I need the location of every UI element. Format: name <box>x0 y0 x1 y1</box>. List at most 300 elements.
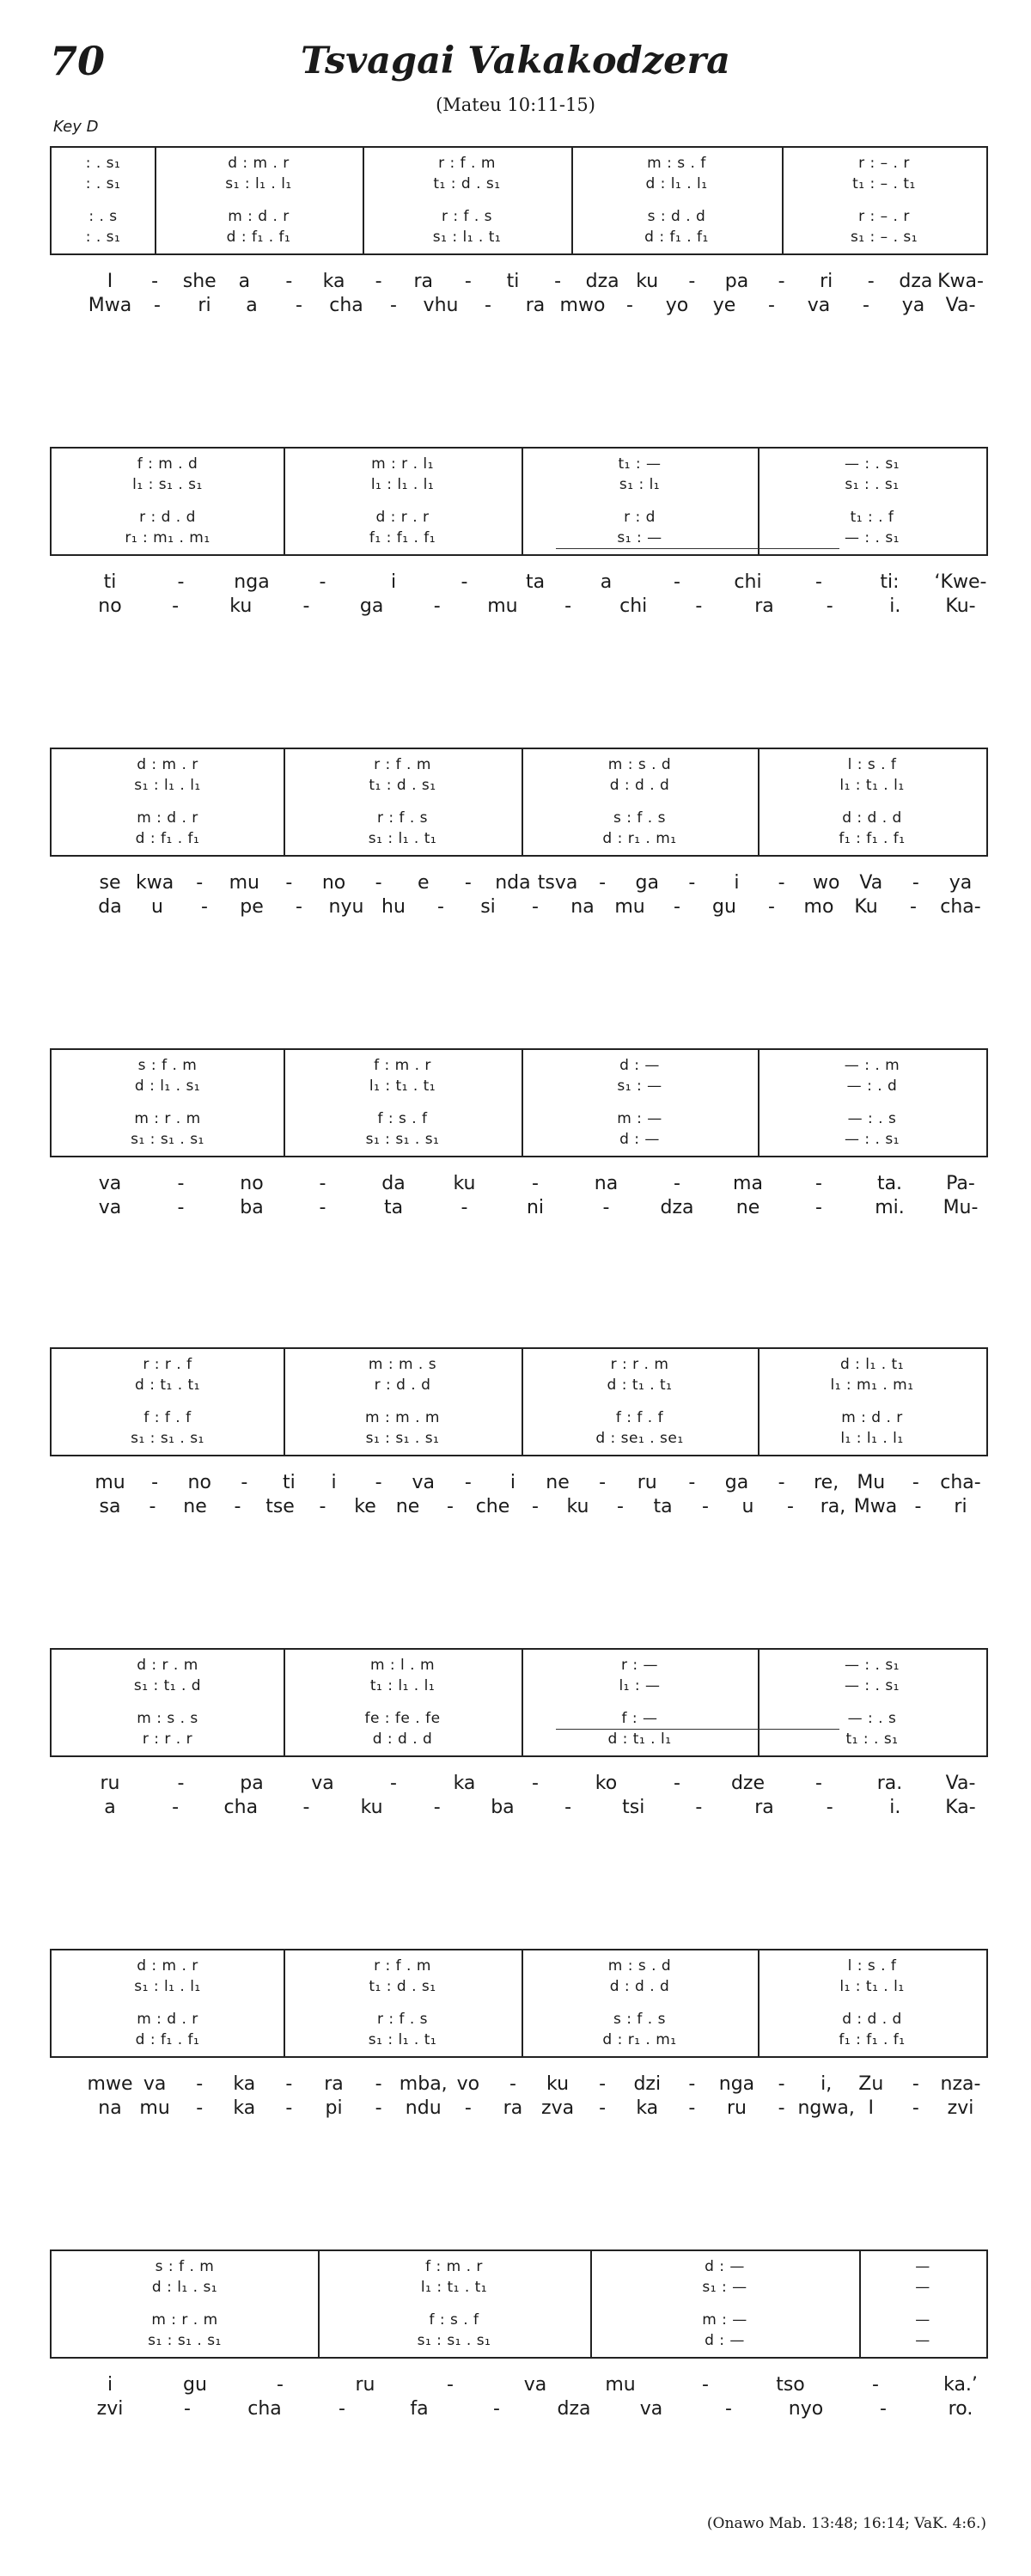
lyric-syllable: che <box>475 1496 510 1517</box>
lyric-syllable: dza <box>585 271 619 292</box>
lyric-syllable: ne <box>546 1472 570 1493</box>
solfa-notes: — : . d <box>846 1077 898 1095</box>
syllable-hyphen: - <box>375 2073 382 2095</box>
solfa-notes: l₁ : t₁ . t₁ <box>420 2279 488 2296</box>
solfa-notes: — : . s₁ <box>844 1131 900 1148</box>
syllable-hyphen: - <box>375 2097 382 2119</box>
solfa-notes: d : f₁ . f₁ <box>135 2031 200 2048</box>
lyric-syllable: ra, <box>820 1496 846 1517</box>
solfa-notes: s : f . m <box>155 2258 215 2275</box>
lyric-syllable: ru <box>637 1472 657 1493</box>
solfa-notes: d : d . d <box>372 1731 433 1748</box>
lyric-syllable: ro. <box>948 2398 973 2420</box>
lyric-line-1 <box>50 2374 988 2400</box>
lyric-syllable: Kwa- <box>937 271 984 292</box>
lyric-syllable: i. <box>889 1797 901 1818</box>
lyric-syllable: ti <box>103 571 117 593</box>
lyric-syllable: va <box>311 1773 334 1794</box>
solfa-notes: l₁ : t₁ . l₁ <box>839 777 905 794</box>
solfa-notes: l₁ : t₁ . t₁ <box>369 1077 436 1095</box>
solfa-notes: — <box>915 2311 930 2329</box>
solfa-notes: fe : fe . fe <box>364 1710 441 1727</box>
lyric-syllable: nyu <box>328 896 364 918</box>
lyric-syllable: a <box>246 295 258 316</box>
solfa-notes: m : m . s <box>368 1356 437 1373</box>
lyric-syllable: no <box>321 872 346 894</box>
solfa-notes: s₁ : s₁ . s₁ <box>148 2332 222 2349</box>
lyric-line-2 <box>50 595 988 621</box>
lyric-syllable: ku <box>636 271 659 292</box>
lyric-syllable: gu <box>183 2374 207 2396</box>
solfa-notes: — : . s₁ <box>844 529 900 546</box>
solfa-notes: d : l₁ . t₁ <box>839 1356 905 1373</box>
barline <box>522 749 523 855</box>
syllable-hyphen: - <box>702 2374 709 2396</box>
solfa-notes: s₁ : s₁ . s₁ <box>417 2332 491 2349</box>
syllable-hyphen: - <box>815 1773 822 1794</box>
lyric-syllable: zvi <box>96 2398 124 2420</box>
solfa-notes: s₁ : l₁ . t₁ <box>368 830 437 847</box>
lyric-syllable: ra. <box>876 1773 903 1794</box>
lyric-syllable: Mwa <box>88 295 132 316</box>
solfa-notes: r : – . r <box>858 155 910 172</box>
syllable-hyphen: - <box>815 1173 822 1194</box>
lyric-syllable: ti <box>283 1472 296 1493</box>
lyric-syllable: i <box>734 872 740 894</box>
solfa-notes: f₁ : f₁ . f₁ <box>369 529 436 546</box>
lyric-syllable: vhu <box>423 295 459 316</box>
solfa-notes: d : m . r <box>137 756 198 773</box>
lyric-syllable: ka <box>636 2097 659 2119</box>
lyric-syllable: ri <box>820 271 833 292</box>
solfa-notes: r : r . r <box>142 1731 193 1748</box>
syllable-hyphen: - <box>815 571 822 593</box>
key-signature: Key D <box>53 118 99 136</box>
lyric-syllable: cha <box>329 295 363 316</box>
syllable-hyphen: - <box>778 872 785 894</box>
solfa-notes: m : — <box>617 1110 662 1127</box>
syllable-hyphen: - <box>532 1173 539 1194</box>
solfa-notes: s₁ : t₁ . d <box>133 1677 202 1694</box>
lyric-syllable: Ka- <box>945 1797 976 1818</box>
solfa-notes: d : l₁ . s₁ <box>134 1077 201 1095</box>
lyric-syllable: Mu- <box>943 1197 979 1218</box>
lyric-syllable: ta <box>383 1197 404 1218</box>
lyric-syllable: ri <box>198 295 211 316</box>
barline <box>758 449 760 554</box>
solfa-notes: s₁ : l₁ . t₁ <box>368 2031 437 2048</box>
barline <box>522 1650 523 1755</box>
lyric-syllable: Mu <box>857 1472 886 1493</box>
lyric-line-2 <box>50 1197 988 1223</box>
lyric-syllable: Ku <box>854 896 878 918</box>
solfa-notes: d : f₁ . f₁ <box>644 229 709 246</box>
lyric-syllable: mu <box>487 595 518 617</box>
solfa-notes: l₁ : l₁ . l₁ <box>840 1430 904 1447</box>
barline <box>284 1349 285 1455</box>
lyric-syllable: zvi <box>947 2097 974 2119</box>
solfa-notes: f : m . r <box>374 1057 431 1074</box>
solfa-notes: l₁ : — <box>619 1677 661 1694</box>
solfa-notes: d : t₁ . t₁ <box>135 1377 200 1394</box>
solfa-notes: f : f . f <box>143 1409 192 1426</box>
lyric-syllable: ke <box>354 1496 376 1517</box>
lyric-syllable: da <box>381 1173 406 1194</box>
barline <box>571 148 573 253</box>
lyric-syllable: a <box>238 271 251 292</box>
solfa-notes: d : f₁ . f₁ <box>135 830 200 847</box>
barline <box>522 449 523 554</box>
solfa-notes: f₁ : f₁ . f₁ <box>839 830 906 847</box>
lyric-syllable: ra <box>754 595 774 617</box>
lyric-syllable: mi. <box>875 1197 905 1218</box>
syllable-hyphen: - <box>464 872 472 894</box>
solfa-notes: r : f . m <box>374 756 431 773</box>
lyric-syllable: dzi <box>633 2073 662 2095</box>
lyric-syllable: pe <box>240 896 264 918</box>
solfa-notes: — : . s <box>847 1110 897 1127</box>
syllable-hyphen: - <box>464 2097 472 2119</box>
solfa-notes: r₁ : m₁ . m₁ <box>125 529 210 546</box>
lyric-syllable: ku <box>229 595 253 617</box>
solfa-notes: r : d . d <box>374 1377 431 1394</box>
syllable-hyphen: - <box>688 1472 696 1493</box>
syllable-hyphen: - <box>277 2374 284 2396</box>
lyric-syllable: I <box>868 2097 875 2119</box>
system-7 <box>50 1949 988 2275</box>
syllable-hyphen: - <box>912 872 919 894</box>
lyric-syllable: she <box>182 271 217 292</box>
syllable-hyphen: - <box>447 1496 454 1517</box>
lyric-line-1 <box>50 1773 988 1798</box>
syllable-hyphen: - <box>196 2073 204 2095</box>
cross-reference-footnote: (Onawo Mab. 13:48; 16:14; VaK. 4:6.) <box>706 2515 986 2532</box>
syllable-hyphen: - <box>815 1197 822 1218</box>
lyric-syllable: a <box>600 571 613 593</box>
syllable-hyphen: - <box>617 1496 624 1517</box>
scripture-reference: (Mateu 10:11-15) <box>436 95 595 115</box>
lyric-syllable: fa <box>410 2398 429 2420</box>
syllable-hyphen: - <box>532 1773 539 1794</box>
solfa-notes: d : l₁ . s₁ <box>151 2279 218 2296</box>
lyric-syllable: ra <box>503 2097 523 2119</box>
syllable-hyphen: - <box>302 1797 310 1818</box>
lyric-syllable: ga <box>635 872 659 894</box>
lyric-syllable: i <box>390 571 397 593</box>
lyric-syllable: re, <box>814 1472 839 1493</box>
solfa-notes: m : s . d <box>607 756 672 773</box>
lyric-syllable: va <box>98 1173 122 1194</box>
solfa-notes: r : r . f <box>143 1356 192 1373</box>
solfa-notes: f : m . d <box>137 455 198 473</box>
solfa-notes: s : d . d <box>647 208 706 225</box>
lyric-line-2 <box>50 1496 988 1522</box>
solfa-notes: s : f . s <box>613 809 666 827</box>
syllable-hyphen: - <box>599 2073 607 2095</box>
syllable-hyphen: - <box>914 1496 922 1517</box>
lyric-syllable: Ku- <box>945 595 976 617</box>
lyric-syllable: i <box>509 1472 516 1493</box>
lyric-syllable: i, <box>821 2073 833 2095</box>
solfa-notes: r : r . m <box>610 1356 669 1373</box>
lyric-syllable: ku <box>360 1797 383 1818</box>
lyric-syllable: ti <box>506 271 520 292</box>
solfa-notes: d : l₁ . l₁ <box>645 175 708 192</box>
lyric-syllable: ku <box>453 1173 476 1194</box>
lyric-syllable: hu <box>381 896 406 918</box>
lyric-line-2 <box>50 2097 988 2123</box>
syllable-hyphen: - <box>688 271 696 292</box>
lyric-syllable: ngwa, <box>797 2097 855 2119</box>
lyric-syllable: Mwa <box>853 1496 898 1517</box>
barline <box>522 1050 523 1156</box>
syllable-hyphen: - <box>375 872 382 894</box>
lyric-syllable: ka <box>453 1773 476 1794</box>
lyric-syllable: tse <box>265 1496 295 1517</box>
syllable-hyphen: - <box>599 1472 607 1493</box>
syllable-hyphen: - <box>302 595 310 617</box>
lyric-syllable: mo <box>803 896 834 918</box>
lyric-syllable: chi <box>734 571 762 593</box>
solfa-staff <box>50 1648 988 1757</box>
lyric-syllable: ra <box>525 295 546 316</box>
syllable-hyphen: - <box>177 1773 185 1794</box>
syllable-hyphen: - <box>461 1197 468 1218</box>
lyric-syllable: ye <box>712 295 736 316</box>
lyric-syllable: tsi <box>622 1797 645 1818</box>
syllable-hyphen: - <box>241 1472 248 1493</box>
syllable-hyphen: - <box>695 1797 703 1818</box>
lyric-line-2 <box>50 295 988 320</box>
syllable-hyphen: - <box>433 1797 441 1818</box>
solfa-notes: d : r . r <box>375 509 430 526</box>
system-6 <box>50 1648 988 1975</box>
syllable-hyphen: - <box>826 1797 833 1818</box>
solfa-notes: t₁ : – . t₁ <box>852 175 916 192</box>
solfa-notes: — <box>915 2258 930 2275</box>
solfa-notes: m : — <box>702 2311 747 2329</box>
lyric-syllable: e <box>417 872 430 894</box>
solfa-notes: r : f . s <box>376 2011 429 2028</box>
lyric-syllable: i <box>107 2374 113 2396</box>
lyric-line-2 <box>50 1797 988 1822</box>
lyric-syllable: mu <box>605 2374 636 2396</box>
syllable-hyphen: - <box>375 271 382 292</box>
lyric-syllable: chi <box>619 595 648 617</box>
lyric-syllable: ne <box>395 1496 420 1517</box>
solfa-notes: d : r . m <box>137 1657 198 1674</box>
solfa-notes: r : f . s <box>376 809 429 827</box>
tie-line <box>556 548 839 549</box>
lyric-syllable: vo <box>456 2073 480 2095</box>
solfa-notes: s₁ : — <box>617 1077 662 1095</box>
syllable-hyphen: - <box>599 872 607 894</box>
lyric-syllable: wo <box>812 872 840 894</box>
barline <box>318 2251 320 2357</box>
solfa-notes: f : s . f <box>429 2311 479 2329</box>
lyric-syllable: mu <box>95 1472 125 1493</box>
solfa-notes: : . s <box>88 208 118 225</box>
lyric-syllable: ru <box>726 2097 747 2119</box>
solfa-notes: t₁ : d . s₁ <box>433 175 501 192</box>
solfa-notes: f₁ : f₁ . f₁ <box>839 2031 906 2048</box>
lyric-line-2 <box>50 2398 988 2424</box>
barline <box>522 1349 523 1455</box>
lyric-syllable: ne <box>183 1496 207 1517</box>
solfa-notes: l₁ : l₁ . l₁ <box>370 476 435 493</box>
system-4 <box>50 1048 988 1375</box>
syllable-hyphen: - <box>201 896 208 918</box>
syllable-hyphen: - <box>910 896 917 918</box>
song-title: Tsvagai Vakakodzera <box>300 40 731 82</box>
syllable-hyphen: - <box>872 2374 879 2396</box>
syllable-hyphen: - <box>509 2073 516 2095</box>
syllable-hyphen: - <box>464 271 472 292</box>
lyric-syllable: ko <box>595 1773 618 1794</box>
lyric-line-2 <box>50 896 988 922</box>
lyric-syllable: ka <box>322 271 345 292</box>
solfa-notes: r : f . s <box>441 208 493 225</box>
solfa-notes: : . s₁ <box>85 229 121 246</box>
solfa-notes: d : — <box>619 1057 660 1074</box>
syllable-hyphen: - <box>688 2073 696 2095</box>
lyric-syllable: ne <box>735 1197 760 1218</box>
lyric-syllable: no <box>187 1472 211 1493</box>
syllable-hyphen: - <box>493 2398 500 2420</box>
lyric-syllable: pi <box>325 2097 343 2119</box>
syllable-hyphen: - <box>319 1197 326 1218</box>
syllable-hyphen: - <box>285 872 293 894</box>
solfa-notes: d : — <box>619 1131 660 1148</box>
syllable-hyphen: - <box>768 896 775 918</box>
syllable-hyphen: - <box>912 2073 919 2095</box>
lyric-syllable: cha <box>223 1797 259 1818</box>
lyric-syllable: ku <box>546 2073 570 2095</box>
lyric-syllable: va <box>98 1197 122 1218</box>
solfa-notes: t₁ : l₁ . l₁ <box>369 1677 436 1694</box>
syllable-hyphen: - <box>437 896 444 918</box>
lyric-syllable: ra <box>754 1797 774 1818</box>
solfa-notes: s : f . s <box>613 2011 666 2028</box>
lyric-syllable: mu <box>614 896 645 918</box>
barline <box>363 148 364 253</box>
lyric-syllable: ku <box>566 1496 589 1517</box>
lyric-syllable: dze <box>730 1773 766 1794</box>
solfa-notes: r : — <box>620 1657 659 1674</box>
syllable-hyphen: - <box>196 872 204 894</box>
lyric-syllable: ti: <box>880 571 900 593</box>
lyric-syllable: u <box>741 1496 754 1517</box>
solfa-notes: m : d . r <box>228 208 290 225</box>
syllable-hyphen: - <box>296 896 302 918</box>
barline <box>284 1950 285 2056</box>
syllable-hyphen: - <box>674 1173 680 1194</box>
syllable-hyphen: - <box>464 1472 472 1493</box>
syllable-hyphen: - <box>863 295 869 316</box>
solfa-staff <box>50 1347 988 1456</box>
lyric-line-1 <box>50 2073 988 2099</box>
solfa-notes: r : d . d <box>139 509 196 526</box>
syllable-hyphen: - <box>725 2398 732 2420</box>
lyric-syllable: mba, <box>399 2073 448 2095</box>
lyric-syllable: kwa <box>135 872 174 894</box>
solfa-notes: m : r . m <box>134 1110 201 1127</box>
syllable-hyphen: - <box>532 896 539 918</box>
lyric-syllable: sa <box>99 1496 121 1517</box>
solfa-notes: s : f . m <box>137 1057 198 1074</box>
solfa-notes: d : r₁ . m₁ <box>602 2031 677 2048</box>
lyric-syllable: na <box>570 896 595 918</box>
lyric-syllable: a <box>104 1797 116 1818</box>
syllable-hyphen: - <box>778 2073 785 2095</box>
lyric-syllable: Pa- <box>946 1173 975 1194</box>
lyric-syllable: Va <box>859 872 883 894</box>
lyric-syllable: ra <box>324 2073 344 2095</box>
syllable-hyphen: - <box>626 295 633 316</box>
solfa-notes: s₁ : – . s₁ <box>850 229 918 246</box>
lyric-syllable: se <box>99 872 121 894</box>
solfa-notes: — : . s₁ <box>844 1677 900 1694</box>
syllable-hyphen: - <box>172 595 180 617</box>
lyric-syllable: mu <box>139 2097 170 2119</box>
lyric-syllable: ndu <box>405 2097 442 2119</box>
barline <box>284 1050 285 1156</box>
solfa-notes: s₁ : . s₁ <box>845 476 900 493</box>
lyric-syllable: cha <box>247 2398 282 2420</box>
barline <box>590 2251 592 2357</box>
lyric-syllable: dza <box>557 2398 591 2420</box>
solfa-notes: — : . m <box>844 1057 900 1074</box>
lyric-syllable: mwo <box>559 295 606 316</box>
solfa-notes: s₁ : s₁ . s₁ <box>131 1131 204 1148</box>
syllable-hyphen: - <box>778 271 785 292</box>
lyric-syllable: nga <box>718 2073 755 2095</box>
solfa-notes: d : d . d <box>842 809 902 827</box>
solfa-notes: s₁ : — <box>702 2279 747 2296</box>
solfa-notes: d : d . d <box>609 777 670 794</box>
solfa-staff <box>50 1949 988 2058</box>
barline <box>758 1650 760 1755</box>
solfa-notes: m : s . s <box>137 1710 198 1727</box>
solfa-notes: r : f . m <box>374 1957 431 1975</box>
solfa-notes: d : se₁ . se₁ <box>595 1430 684 1447</box>
barline <box>758 749 760 855</box>
lyric-syllable: ba <box>491 1797 515 1818</box>
solfa-notes: m : s . f <box>647 155 706 172</box>
syllable-hyphen: - <box>787 1496 794 1517</box>
lyric-syllable: ru <box>100 1773 120 1794</box>
lyric-syllable: dza <box>899 271 933 292</box>
syllable-hyphen: - <box>177 1197 185 1218</box>
barline <box>284 749 285 855</box>
syllable-hyphen: - <box>688 2097 696 2119</box>
solfa-staff <box>50 748 988 857</box>
lyric-syllable: ru <box>355 2374 375 2396</box>
syllable-hyphen: - <box>172 1797 180 1818</box>
syllable-hyphen: - <box>674 1773 680 1794</box>
lyric-syllable: ‘Kwe- <box>934 571 987 593</box>
lyric-syllable: ga <box>359 595 384 617</box>
lyric-syllable: nyo <box>788 2398 824 2420</box>
lyric-syllable: ma <box>733 1173 763 1194</box>
solfa-notes: d : t₁ . l₁ <box>607 1731 672 1748</box>
lyric-line-1 <box>50 1472 988 1498</box>
lyric-syllable: u <box>151 896 163 918</box>
syllable-hyphen: - <box>778 1472 785 1493</box>
lyric-syllable: ka <box>233 2097 256 2119</box>
solfa-notes: m : d . r <box>137 2011 198 2028</box>
solfa-notes: d : r₁ . m₁ <box>602 830 677 847</box>
